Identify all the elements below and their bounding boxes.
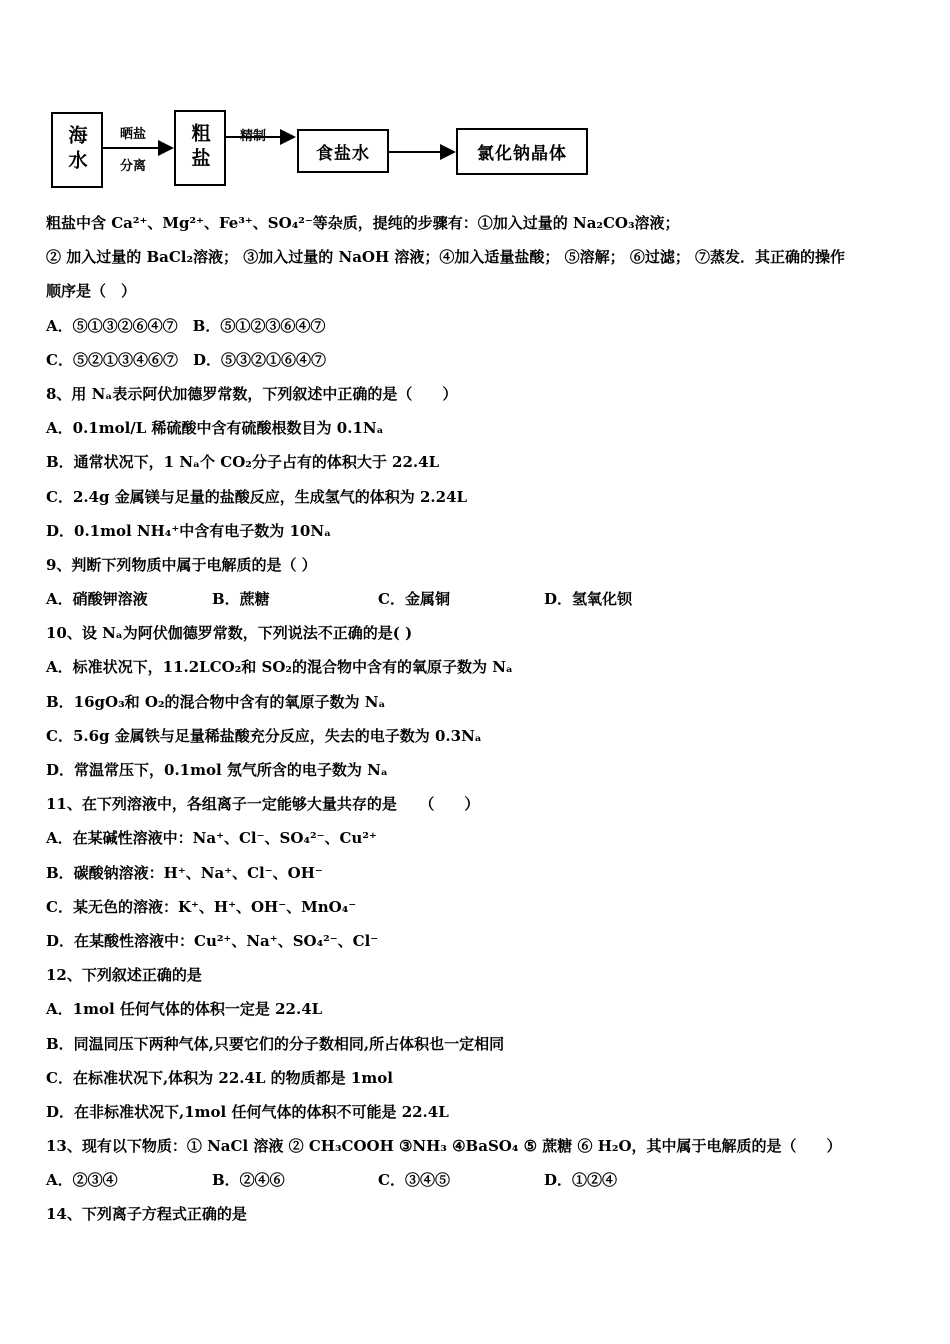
q7-options: C．⑤②①③④⑥⑦ D．⑤③②①⑥④⑦ — [46, 350, 326, 369]
box-crude-salt: 粗盐 — [174, 110, 226, 186]
q10-option-d: D．常温常压下，0.1mol 氖气所含的电子数为 Nₐ — [46, 761, 388, 779]
q12-option-c: C．在标准状况下,体积为 22.4L 的物质都是 1mol — [46, 1068, 393, 1087]
q7-text: ② 加入过量的 BaCl₂溶液； ③加入过量的 NaOH 溶液；④加入适量盐酸； ⑤溶解； ⑥过滤； ⑦蒸发．其正确的操作 — [46, 248, 846, 267]
q8-option-d: D．0.1mol NH₄⁺中含有电子数为 10Nₐ — [46, 521, 332, 540]
q9-option-a: A．硝酸钾溶液 — [46, 590, 148, 609]
q12-option-a: A．1mol 任何气体的体积一定是 22.4L — [46, 1000, 323, 1019]
q13-option-d: D．①②④ — [544, 1171, 618, 1190]
q12-option-d: D．在非标准状况下,1mol 任何气体的体积不可能是 22.4L — [46, 1102, 449, 1121]
q8-option-c: C．2.4g 金属镁与足量的盐酸反应，生成氢气的体积为 2.24L — [46, 487, 468, 506]
q11-option-a: A．在某碱性溶液中：Na⁺、Cl⁻、SO₄²⁻、Cu²⁺ — [46, 829, 377, 848]
label-separate: 分离 — [120, 159, 147, 174]
q11-option-d: D．在某酸性溶液中：Cu²⁺、Na⁺、SO₄²⁻、Cl⁻ — [46, 931, 379, 950]
q10-option-a: A．标准状况下，11.2LCO₂和 SO₂的混合物中含有的氧原子数为 Nₐ — [46, 658, 513, 677]
box-nacl-crystal: 氯化钠晶体 — [456, 128, 588, 175]
q14-stem: 14、下列离子方程式正确的是 — [46, 1205, 247, 1224]
q7-text: 顺序是（ ） — [46, 282, 137, 301]
q8-stem: 8、用 Nₐ表示阿伏加德罗常数，下列叙述中正确的是（ ） — [46, 384, 458, 403]
q9-option-b: B．蔗糖 — [212, 590, 270, 609]
q11-option-c: C．某无色的溶液：K⁺、H⁺、OH⁻、MnO₄⁻ — [46, 897, 357, 916]
box-brine: 食盐水 — [297, 129, 389, 173]
q8-option-b: B．通常状况下，1 Nₐ个 CO₂分子占有的体积大于 22.4L — [46, 453, 440, 472]
q12-option-b: B．同温同压下两种气体,只要它们的分子数相同,所占体积也一定相同 — [46, 1034, 505, 1053]
q10-option-c: C．5.6g 金属铁与足量稀盐酸充分反应，失去的电子数为 0.3Nₐ — [46, 726, 482, 745]
q9-option-d: D．氢氧化钡 — [544, 590, 633, 609]
q13-options — [46, 1163, 916, 1197]
label-evaporate: 晒盐 — [120, 127, 147, 142]
q13-option-b: B．②④⑥ — [212, 1171, 285, 1190]
box-seawater: 海水 — [51, 112, 103, 188]
q8-option-a: A．0.1mol/L 稀硫酸中含有硫酸根数目为 0.1Nₐ — [46, 419, 384, 438]
q7-text: 粗盐中含 Ca²⁺、Mg²⁺、Fe³⁺、SO₄²⁻等杂质，提纯的步骤有：①加入过量的 Na₂CO₃溶液； — [46, 214, 680, 232]
q10-stem: 10、设 Nₐ为阿伏伽德罗常数，下列说法不正确的是( ) — [46, 624, 413, 643]
q11-option-b: B．碳酸钠溶液：H⁺、Na⁺、Cl⁻、OH⁻ — [46, 863, 323, 882]
process-flowchart — [48, 105, 608, 195]
q13-stem: 13、现有以下物质：① NaCl 溶液 ② CH₃COOH ③NH₃ ④BaSO₄ ⑤ 蔗糖 ⑥ H₂O，其中属于电解质的是（ ） — [46, 1137, 842, 1156]
q9-stem: 9、判断下列物质中属于电解质的是（ ） — [46, 555, 317, 574]
question-content — [46, 206, 916, 1232]
q13-option-c: C．③④⑤ — [378, 1171, 450, 1190]
label-refine: 精制 — [240, 129, 267, 144]
q10-option-b: B．16gO₃和 O₂的混合物中含有的氧原子数为 Nₐ — [46, 692, 386, 711]
q12-stem: 12、下列叙述正确的是 — [46, 966, 202, 985]
q7-options: A．⑤①③②⑥④⑦ B．⑤①②③⑥④⑦ — [46, 316, 326, 335]
q9-option-c: C．金属铜 — [378, 590, 450, 609]
q13-option-a: A．②③④ — [46, 1171, 118, 1190]
q9-options — [46, 582, 916, 616]
q11-stem: 11、在下列溶液中，各组离子一定能够大量共存的是 （ ） — [46, 795, 480, 814]
